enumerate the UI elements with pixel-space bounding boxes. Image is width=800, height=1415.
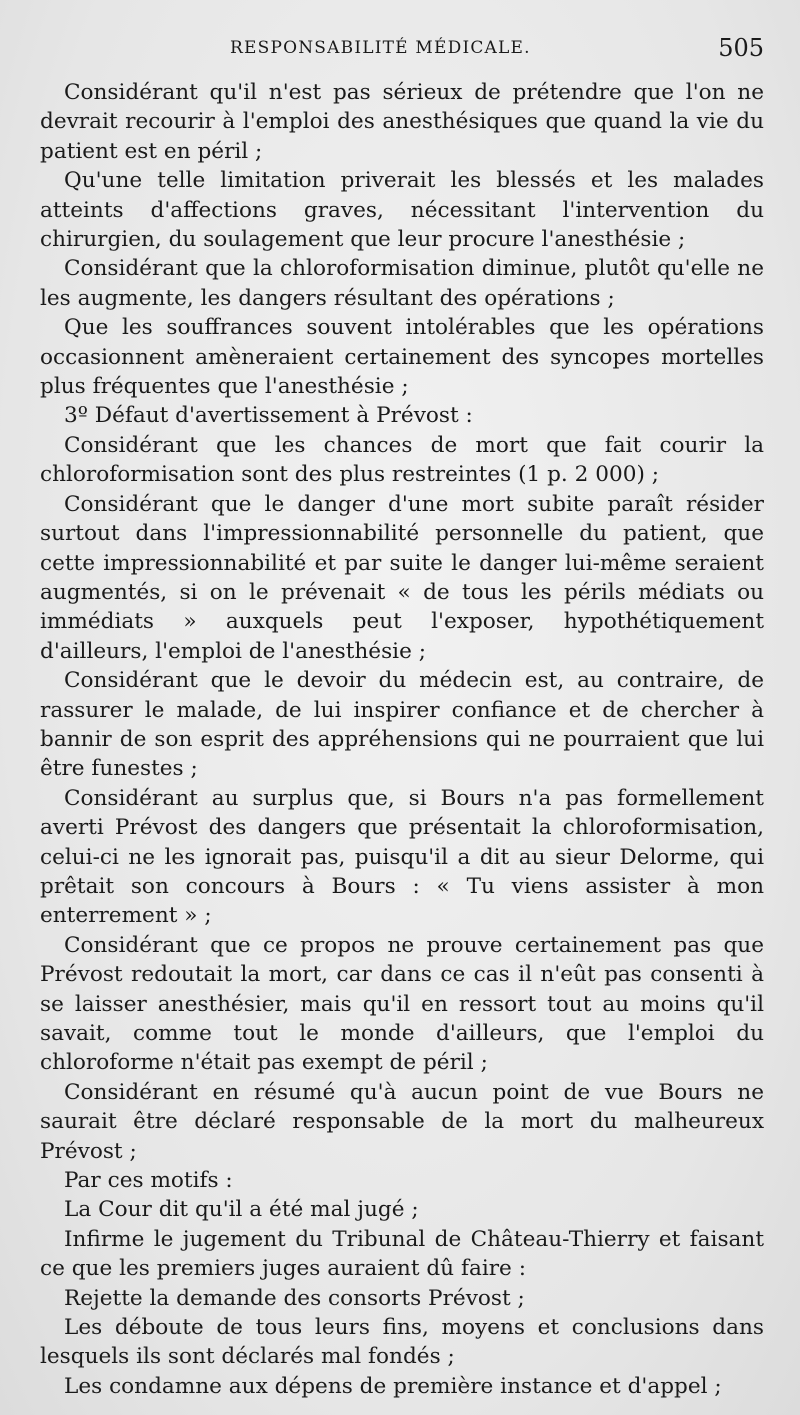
paragraph: Considérant que les chances de mort que fait courir la chloroformisation sont des plus restreintes (1 p. 2 000) ; [40, 432, 764, 488]
paragraph: Considérant que le danger d'une mort subite paraît résider surtout dans l'impressionnabilité personnelle du patient, que cette impressionnabilité et par suite le danger lui-même seraient augmentés, si on le prévenait « de tous les périls médiats ou immédiats » auxquels peut l'exposer, hypothétiquement d'ailleurs, l'emploi de l'anesthésie ; [40, 491, 764, 664]
paragraph: Considérant que la chloroformisation diminue, plutôt qu'elle ne les augmente, les dangers résultant des opérations ; [40, 256, 764, 311]
paragraph: Les déboute de tous leurs fins, moyens et conclusions dans lesquels ils sont déclarés mal fondés ; [40, 1315, 764, 1370]
running-head [40, 34, 764, 78]
paragraph: Par ces motifs : [64, 1168, 233, 1194]
body-text [40, 78, 764, 1401]
paragraph: Qu'une telle limitation priverait les blessés et les malades atteints d'affections graves, nécessitant l'intervention du chirurgien, du soulagement que leur procure l'anesthésie ; [40, 168, 764, 253]
paragraph: Considérant que le devoir du médecin est, au contraire, de rassurer le malade, de lui inspirer confiance et de chercher à bannir de son esprit des appréhensions qui ne pourraient que lui être funestes ; [40, 668, 764, 782]
section-heading: 3º Défaut d'avertissement à Prévost : [64, 403, 473, 429]
paragraph: La Cour dit qu'il a été mal jugé ; [64, 1197, 419, 1223]
paragraph: Considérant en résumé qu'à aucun point de vue Bours ne saurait être déclaré responsable de la mort du malheureux Prévost ; [40, 1079, 764, 1164]
page-number: 505 [718, 34, 764, 62]
running-title: RESPONSABILITÉ MÉDICALE. [230, 38, 531, 58]
paragraph: Que les souffrances souvent intolérables que les opérations occasionnent amèneraient certainement des syncopes mortelles plus fréquentes que l'anesthésie ; [40, 315, 764, 400]
paragraph: Considérant au surplus que, si Bours n'a pas formellement averti Prévost des dangers que présentait la chloroformisation, celui-ci ne les ignorait pas, puisqu'il a dit au sieur Delorme, qui prêtait son concours à Bours : « Tu viens assister à mon enterrement » ; [40, 785, 764, 929]
paragraph: Rejette la demande des consorts Prévost ; [64, 1285, 525, 1311]
paragraph: Considérant que ce propos ne prouve certainement pas que Prévost redoutait la mort, car dans ce cas il n'eût pas consenti à se laisser anesthésier, mais qu'il en ressort tout au moins qu'il savait, comme tout le monde d'ailleurs, que l'emploi du chloroforme n'était pas exempt de péril ; [40, 932, 764, 1076]
paragraph: Considérant qu'il n'est pas sérieux de prétendre que l'on ne devrait recourir à l'emploi des anesthésiques que quand la vie du patient est en péril ; [40, 80, 764, 164]
paragraph: Les condamne aux dépens de première instance et d'appel ; [64, 1373, 722, 1399]
paragraph: Infirme le jugement du Tribunal de Château-Thierry et faisant ce que les premiers juges auraient dû faire : [40, 1226, 764, 1282]
